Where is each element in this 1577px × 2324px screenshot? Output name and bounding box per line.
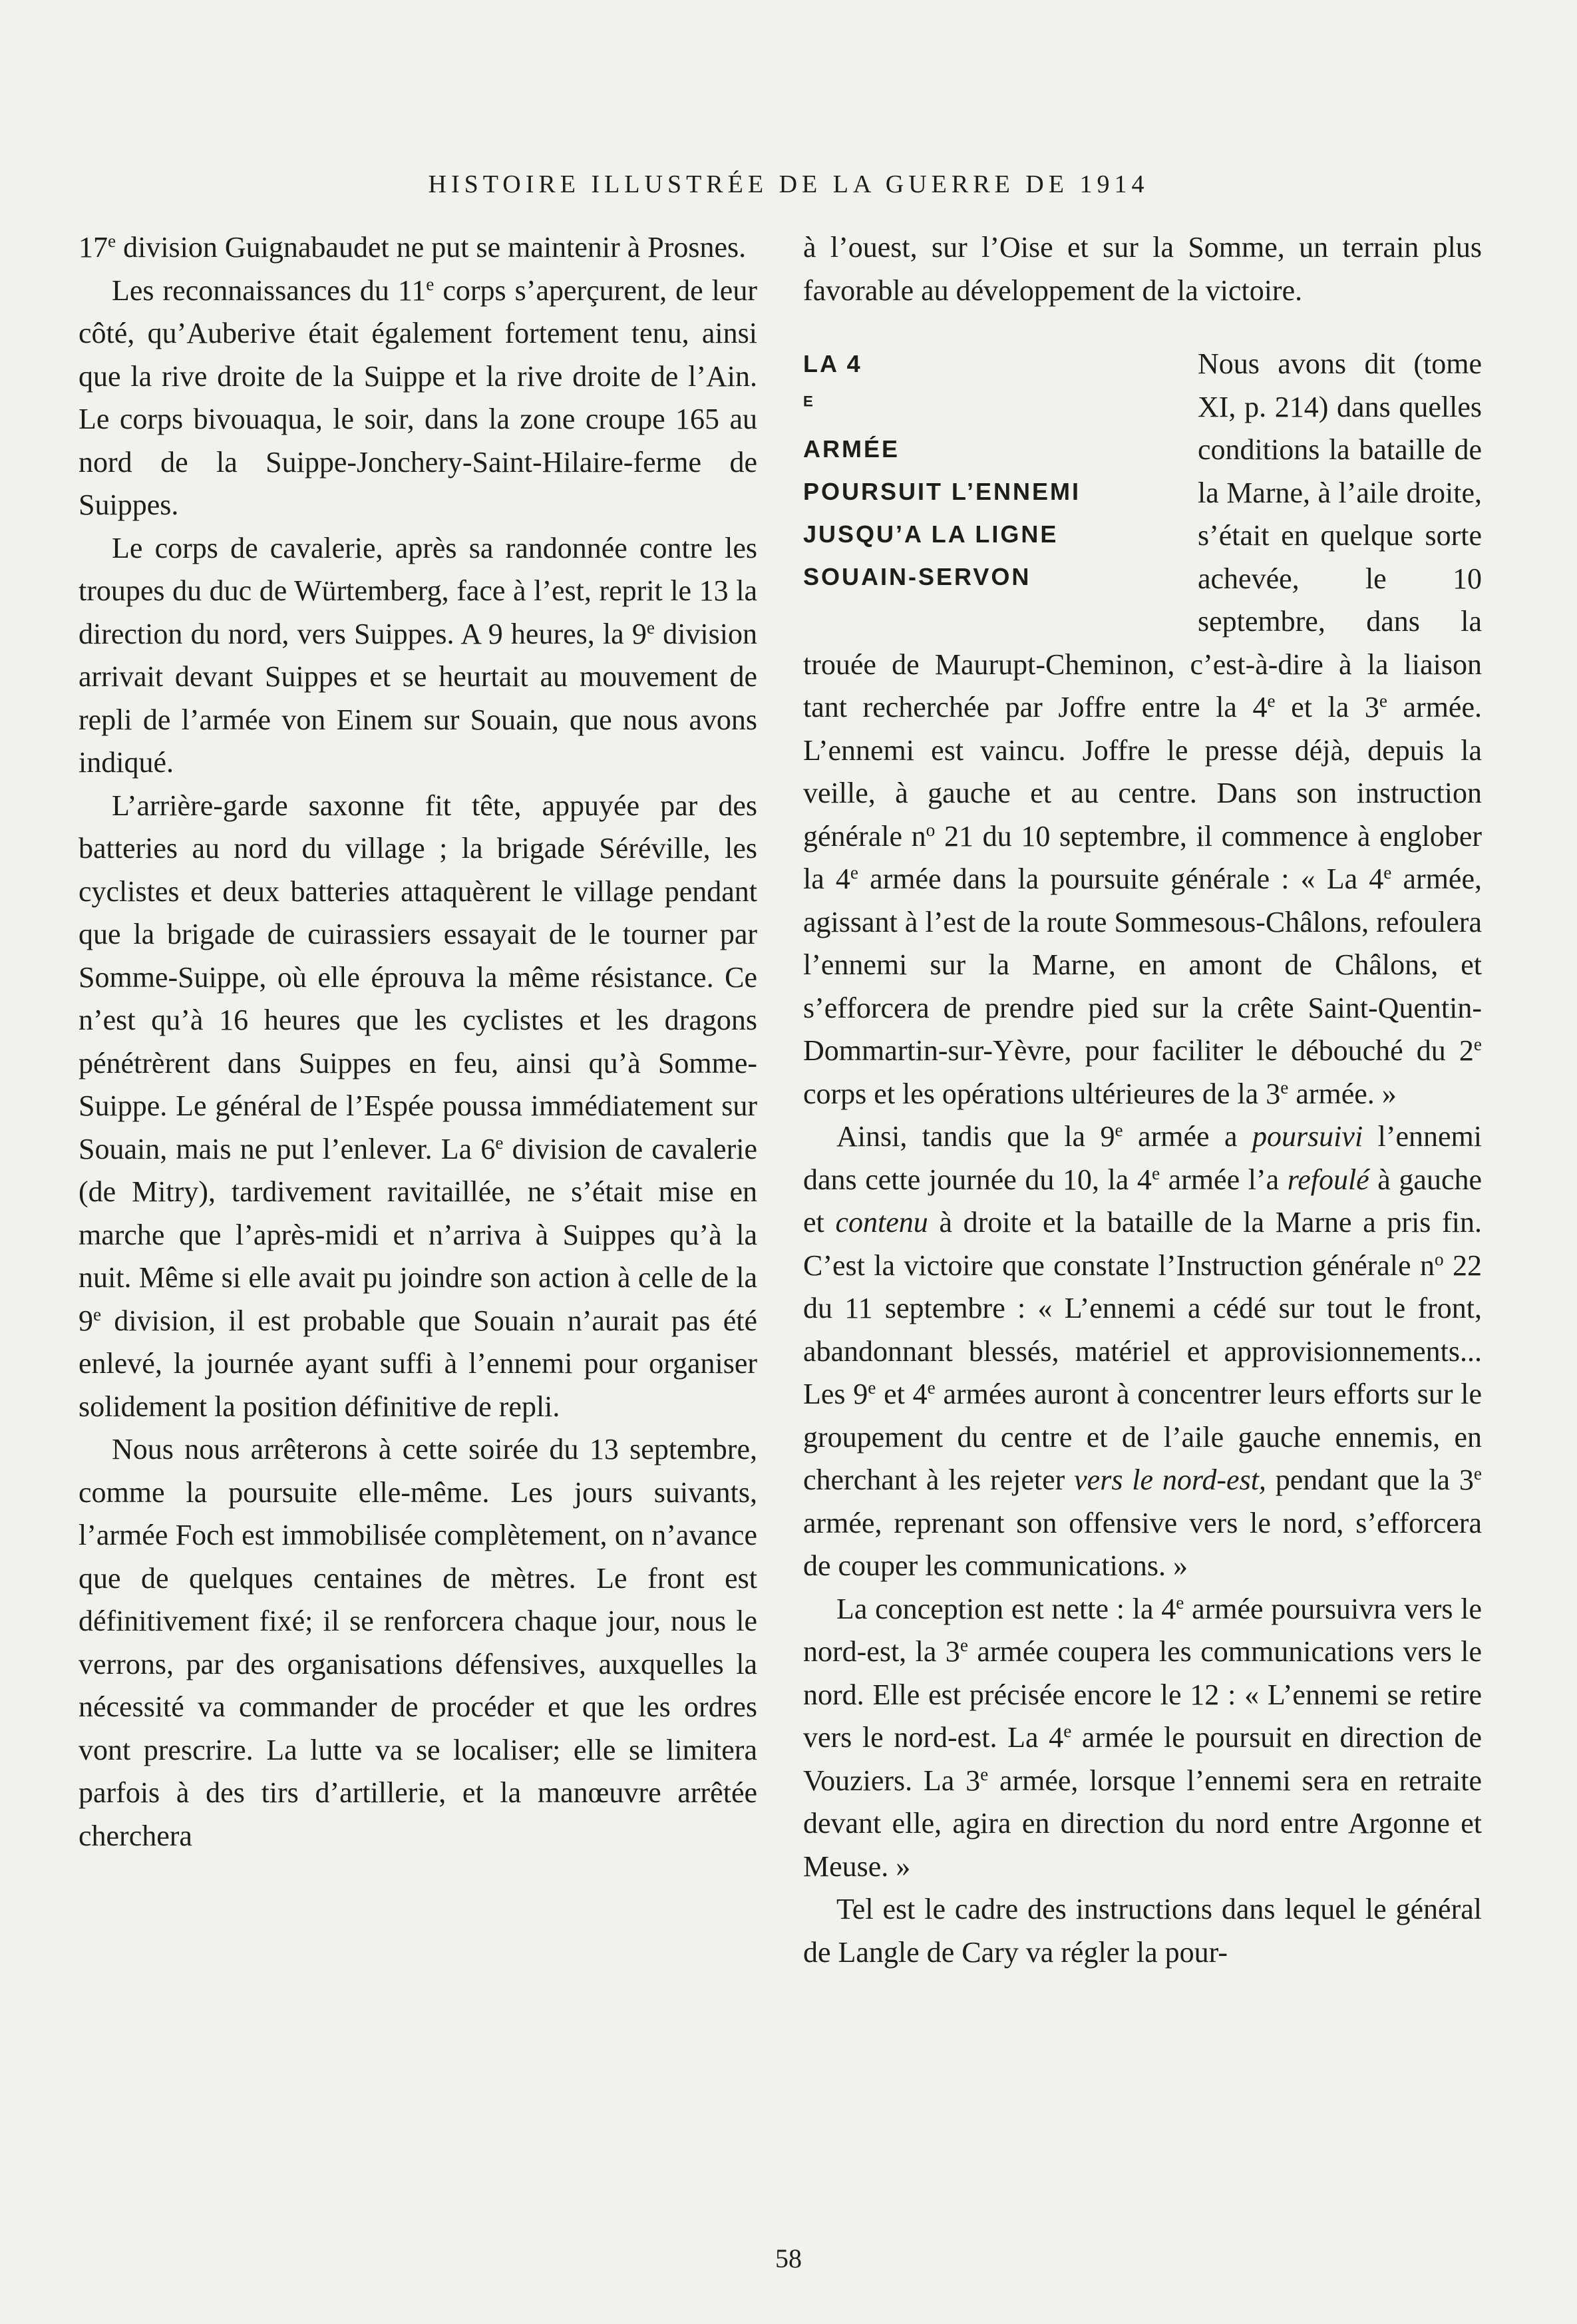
paragraph: L’arrière-garde saxonne fit tête, appuyée par des batteries au nord du village ; la brigade Séréville, les cyclistes et deux batteries attaquèrent le village pendant que la brigade de cuirassiers essayait de le tourner par Somme-Suippe, où elle éprouva la même résistance. Ce n’est qu’à 16 heures que les cyclistes et les dragons pénétrèrent dans Suippes en feu, ainsi qu’à Somme-Suippe. Le général de l’Espée poussa immédiatement sur Souain, mais ne put l’enlever. La 6e division de cavalerie (de Mitry), tardivement ravitaillée, ne s’était mise en marche que l’après-midi et n’arriva à Suippes qu’à la nuit. Même si elle avait pu joindre son action à celle de la 9e division, il est probable que Souain n’aurait pas été enlevé, la journée ayant suffi à l’ennemi pour organiser solidement la position définitive de repli. [79, 789, 757, 1423]
paragraph: La conception est nette : la 4e armée poursuivra vers le nord-est, la 3e armée coupera les communications vers le nord. Elle est précisée encore le 12 : « L’ennemi se retire vers le nord-est. La 4e armée le poursuit en direction de Vouziers. La 3e armée, lorsque l’ennemi sera en retraite devant elle, agira en direction du nord entre Argonne et Meuse. » [803, 1592, 1482, 1883]
paragraph: à l’ouest, sur l’Oise et sur la Somme, un terrain plus favorable au développement de la victoire. [803, 231, 1482, 307]
left-column [79, 226, 757, 1857]
paragraph: Nous nous arrêterons à cette soirée du 13 septembre, comme la poursuite elle-même. Les jours suivants, l’armée Foch est immobilisée complètement, on n’avance que de quelques centaines de mètres. Le front est définitivement fixé; il se renforcera chaque jour, nous le verrons, par des organisations défensives, auxquelles la nécessité va commander de procéder et que les ordres vont prescrire. La lutte va se localiser; elle se limitera parfois à des tirs d’artillerie, et la manœuvre arrêtée cherchera [79, 1433, 757, 1852]
section-heading: LA 4 $^E$ ARMÉE POURSUIT L’ENNEMI JUSQU’A LA LIGNE SOUAIN-SERVON [803, 350, 1081, 590]
right-column [803, 226, 1482, 1974]
paragraph: Le corps de cavalerie, après sa randonnée contre les troupes du duc de Würtemberg, face à l’est, reprit le 13 la direction du nord, vers Suippes. A 9 heures, la 9e division arrivait devant Suippes et se heurtait au mouvement de repli de l’armée von Einem sur Souain, que nous avons indiqué. [79, 531, 758, 779]
running-title: HISTOIRE ILLUSTRÉE DE LA GUERRE DE 1914 [428, 170, 1149, 198]
paragraph: Tel est le cadre des instructions dans lequel le général de Langle de Cary va régler la pour- [803, 1893, 1482, 1969]
paragraph: 17e division Guignabaudet ne put se maintenir à Prosnes. [79, 231, 747, 264]
paragraph: Les reconnaissances du 11e corps s’aperçurent, de leur côté, qu’Auberive était également fortement tenu, ainsi que la rive droite de la Suippe et la rive droite de l’Ain. Le corps bivouaqua, le soir, dans la zone croupe 165 au nord de la Suippe-Jonchery-Saint-Hilaire-ferme de Suippes. [79, 274, 757, 521]
page-number: 58 [775, 2243, 802, 2273]
paragraph: Nous avons dit (tome XI, p. 214) dans quelles conditions la bataille de la Marne, à l’aile droite, s’était en quelque sorte achevée, le 10 septembre, dans la trouée de Maurupt-Cheminon, c’est-à-dire à la liaison tant recherchée par Joffre entre la 4e et la 3e armée. L’ennemi est vaincu. Joffre le presse déjà, depuis la veille, à gauche et au centre. Dans son instruction générale $n^o$ 21 du 10 septembre, il commence à englober la 4e armée dans la poursuite générale : « La 4e armée, agissant à l’est de la route Sommesous-Châlons, refoulera l’ennemi sur la Marne, en amont de Châlons, et s’efforcera de prendre pied sur la crête Saint-Quentin-Dommartin-sur-Yèvre, pour faciliter le débouché du 2e corps et les opérations ultérieures de la 3e armée. » [803, 347, 1482, 1110]
paragraph: Ainsi, tandis que la 9e armée a poursuivi l’ennemi dans cette journée du 10, la 4e armée l’a refoulé à gauche et contenu à droite et la bataille de la Marne a pris fin. C’est la victoire que constate l’Instruction générale $n^o$ 22 du 11 septembre : « L’ennemi a cédé sur tout le front, abandonnant blessés, matériel et approvisionnements... Les 9e et 4e armées auront à concentrer leurs efforts sur le groupement du centre et de l’aile gauche ennemis, en cherchant à les rejeter vers le nord-est, pendant que la 3e armée, reprenant son offensive vers le nord, s’efforcera de couper les communications. » [803, 1120, 1483, 1582]
